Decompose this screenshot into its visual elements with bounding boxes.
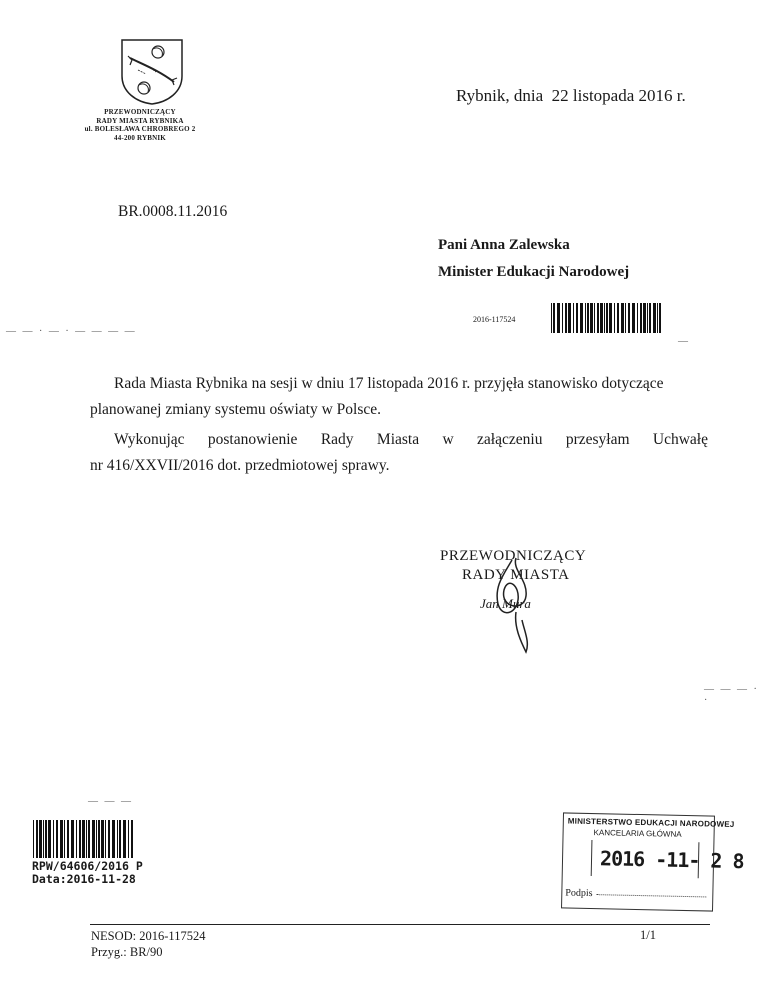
recipient-title: Minister Edukacji Narodowej <box>438 264 630 280</box>
signature-name: Jan Mura <box>480 596 531 611</box>
barcode-bar <box>76 820 77 858</box>
barcode-bar <box>105 820 106 858</box>
barcode-bar <box>119 820 121 858</box>
barcode-bar <box>33 820 34 858</box>
postal-barcode <box>32 820 136 858</box>
recipient-block <box>438 232 629 286</box>
barcode-bar <box>640 303 642 333</box>
barcode-bar <box>45 820 47 858</box>
barcode-bar <box>637 303 638 333</box>
barcode-bar <box>590 303 593 333</box>
barcode-bar <box>96 820 97 858</box>
barcode-bar <box>585 303 586 333</box>
barcode-bar <box>649 303 651 333</box>
scan-artifact: — — — <box>88 796 133 807</box>
body-line: nr 416/XXVII/2016 dot. przedmiotowej sprawy. <box>90 457 390 474</box>
city-crest-emblem <box>118 36 186 106</box>
footer-info <box>91 928 205 960</box>
body-line: planowanej zmiany systemu oświaty w Polsce. <box>90 401 382 418</box>
postal-id: RPW/64606/2016 P <box>32 859 143 873</box>
barcode-bar <box>123 820 126 858</box>
letter-date: Rybnik, dnia 22 listopada 2016 r. <box>456 86 686 105</box>
barcode-bar <box>39 820 42 858</box>
barcode-bar <box>98 820 100 858</box>
barcode-bar <box>128 820 129 858</box>
barcode-bar <box>576 303 578 333</box>
barcode-bar <box>606 303 608 333</box>
barcode-bar <box>573 303 574 333</box>
barcode-bar <box>101 820 104 858</box>
body-word: Miasta <box>376 431 420 448</box>
sender-header <box>70 108 210 142</box>
body-word: w <box>442 431 454 448</box>
barcode-bar <box>562 303 563 333</box>
barcode-bar <box>71 820 74 858</box>
scan-artifact: — — — · · <box>704 684 759 706</box>
barcode-bar <box>657 303 658 333</box>
barcode-bar <box>647 303 648 333</box>
stamp-ministry: MINISTERSTWO EDUKACJI NARODOWEJ <box>567 816 735 830</box>
barcode-bar <box>568 303 571 333</box>
barcode-bar <box>643 303 646 333</box>
recipient-name: Pani Anna Zalewska <box>438 237 570 253</box>
barcode-bar <box>614 303 615 333</box>
barcode-bar <box>60 820 63 858</box>
barcode-bar <box>43 820 44 858</box>
body-word: Uchwałę <box>652 431 708 448</box>
barcode-bar <box>565 303 567 333</box>
body-line: Rada Miasta Rybnika na sesji w dniu 17 listopada 2016 r. przyjęła stanowisko dotyczące <box>114 375 664 392</box>
body-word: postanowienie <box>207 431 298 448</box>
barcode-bar <box>621 303 624 333</box>
body-paragraph-1 <box>90 371 690 423</box>
body-word: załączeniu <box>477 431 543 448</box>
footer-divider <box>90 924 710 925</box>
body-word: Rady <box>320 431 354 448</box>
barcode-bar <box>580 303 583 333</box>
postal-label <box>32 860 143 885</box>
page-number: 1/1 <box>640 928 656 942</box>
body-paragraph-2 <box>90 427 708 479</box>
barcode-bar <box>86 820 87 858</box>
sender-line: PRZEWODNICZĄCY <box>104 108 176 116</box>
barcode-bar <box>597 303 599 333</box>
barcode-bar <box>659 303 661 333</box>
barcode-bar <box>79 820 81 858</box>
registry-barcode <box>550 303 662 333</box>
barcode-bar <box>653 303 656 333</box>
barcode-bar <box>131 820 133 858</box>
barcode-bar <box>48 820 51 858</box>
stamp-office: KANCELARIA GŁÓWNA <box>593 828 682 839</box>
barcode-bar <box>67 820 69 858</box>
barcode-bar <box>88 820 90 858</box>
barcode-bar <box>108 820 110 858</box>
footer-prepared: Przyg.: BR/90 <box>91 945 163 959</box>
barcode-bar <box>557 303 560 333</box>
barcode-bar <box>594 303 595 333</box>
scan-artifact: — <box>678 336 690 347</box>
signature-block <box>440 548 610 658</box>
barcode-bar <box>117 820 118 858</box>
stamp-date-box <box>591 840 744 878</box>
signature-title: PRZEWODNICZĄCY <box>440 548 587 564</box>
scan-artifact: — — · — · — — — — <box>6 326 137 337</box>
handwritten-signature <box>464 556 554 656</box>
stamp-signature-label: Podpis <box>565 887 593 900</box>
stamp-date: 2016 -11- 2 8 <box>599 846 744 874</box>
received-stamp <box>561 812 744 911</box>
sender-line: 44-200 RYBNIK <box>114 133 166 142</box>
barcode-bar <box>600 303 603 333</box>
registry-number: 2016-117524 <box>473 315 516 324</box>
stamp-signature-line <box>596 894 706 897</box>
reference-number: BR.0008.11.2016 <box>118 203 228 220</box>
barcode-bar <box>53 820 54 858</box>
barcode-bar <box>604 303 605 333</box>
body-word: przesyłam <box>565 431 630 448</box>
signature-subtitle: RADY MIASTA <box>462 567 570 583</box>
footer-nesod: NESOD: 2016-117524 <box>91 929 206 943</box>
sender-line: RADY MIASTA RYBNIKA <box>96 116 184 125</box>
sender-line: ul. BOLESŁAWA CHROBREGO 2 <box>84 125 196 133</box>
barcode-bar <box>56 820 58 858</box>
body-word: Wykonując <box>114 431 185 448</box>
barcode-bar <box>628 303 630 333</box>
barcode-bar <box>632 303 635 333</box>
barcode-bar <box>92 820 95 858</box>
barcode-bar <box>625 303 626 333</box>
barcode-bar <box>587 303 589 333</box>
body-line <box>90 427 708 453</box>
barcode-bar <box>64 820 65 858</box>
barcode-bar <box>617 303 619 333</box>
barcode-bar <box>551 303 552 333</box>
barcode-bar <box>82 820 85 858</box>
barcode-bar <box>553 303 555 333</box>
barcode-bar <box>36 820 38 858</box>
barcode-bar <box>112 820 115 858</box>
postal-date: Data:2016-11-28 <box>32 871 136 886</box>
barcode-bar <box>609 303 612 333</box>
